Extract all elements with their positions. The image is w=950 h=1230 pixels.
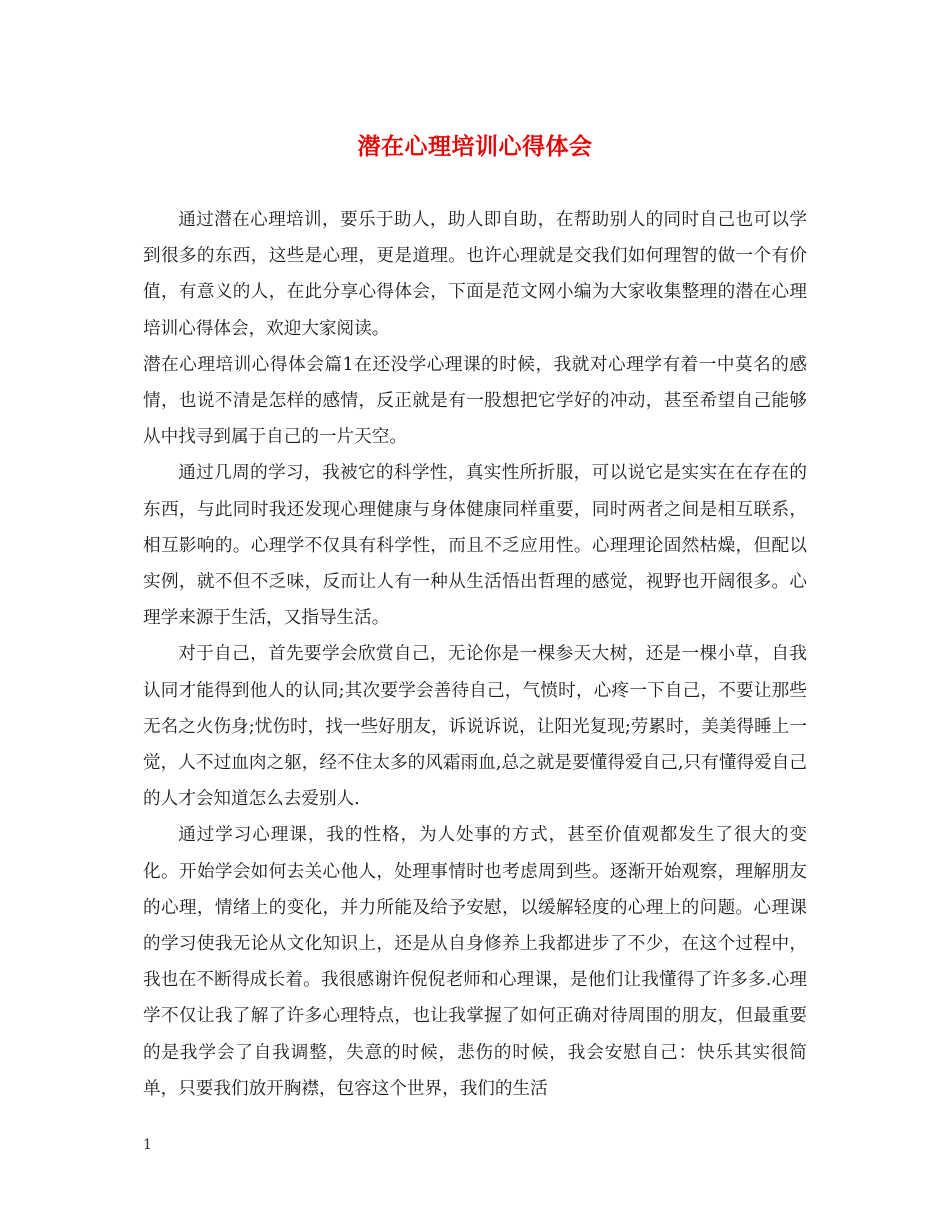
body-paragraph-3: 对于自己，首先要学会欣赏自己，无论你是一棵参天大树，还是一棵小草，自我认同才能得到他人的认同;其次要学会善待自己，气愤时，心疼一下自己，不要让那些无名之火伤身;忧伤时，找一些好朋友，诉说诉说，让阳光复现;劳累时，美美得睡上一觉，人不过血肉之躯，经不住太多的风霜雨血,总之就是要懂得爱自己,只有懂得爱自己的人才会知道怎么去爱别人.	[143, 644, 807, 810]
document-title: 潜在心理培训心得体会	[357, 133, 593, 160]
intro-paragraph: 通过潜在心理培训，要乐于助人，助人即自助，在帮助别人的同时自己也可以学到很多的东西，这些是心理，更是道理。也许心理就是交我们如何理智的做一个有价值，有意义的人，在此分享心得体会，下面是范文网小编为大家收集整理的潜在心理培训心得体会，欢迎大家阅读。	[143, 210, 807, 339]
section-heading: 潜在心理培训心得体会篇1	[143, 354, 354, 375]
document-body	[143, 202, 807, 1107]
page-number: 1	[143, 1137, 152, 1153]
body-paragraph-2: 通过几周的学习，我被它的科学性，真实性所折服，可以说它是实实在在存在的东西，与此同时我还发现心理健康与身体健康同样重要，同时两者之间是相互联系，相互影响的。心理学不仅具有科学性，而且不乏应用性。心理理论固然枯燥，但配以实例，就不但不乏味，反而让人有一种从生活悟出哲理的感觉，视野也开阔很多。心理学来源于生活，又指导生活。	[143, 463, 807, 629]
section-first-paragraph: 在还没学心理课的时候，我就对心理学有着一中莫名的感情，也说不清是怎样的感情，反正就是有一股想把它学好的冲动，甚至希望自己能够从中找寻到属于自己的一片天空。	[143, 354, 807, 448]
body-paragraph-4: 通过学习心理课，我的性格，为人处事的方式，甚至价值观都发生了很大的变化。开始学会如何去关心他人，处理事情时也考虑周到些。逐渐开始观察，理解朋友的心理，情绪上的变化，并力所能及给予安慰，以缓解轻度的心理上的问题。心理课的学习使我无论从文化知识上，还是从自身修养上我都进步了不少，在这个过程中，我也在不断得成长着。我很感谢许倪倪老师和心理课，是他们让我懂得了许多多.心理学不仅让我了解了许多心理特点，也让我掌握了如何正确对待周围的朋友，但最重要的是我学会了自我调整，失意的时候，悲伤的时候，我会安慰自己：快乐其实很简单，只要我们放开胸襟，包容这个世界，我们的生活	[143, 825, 807, 1099]
section-paragraph-1	[143, 347, 807, 456]
